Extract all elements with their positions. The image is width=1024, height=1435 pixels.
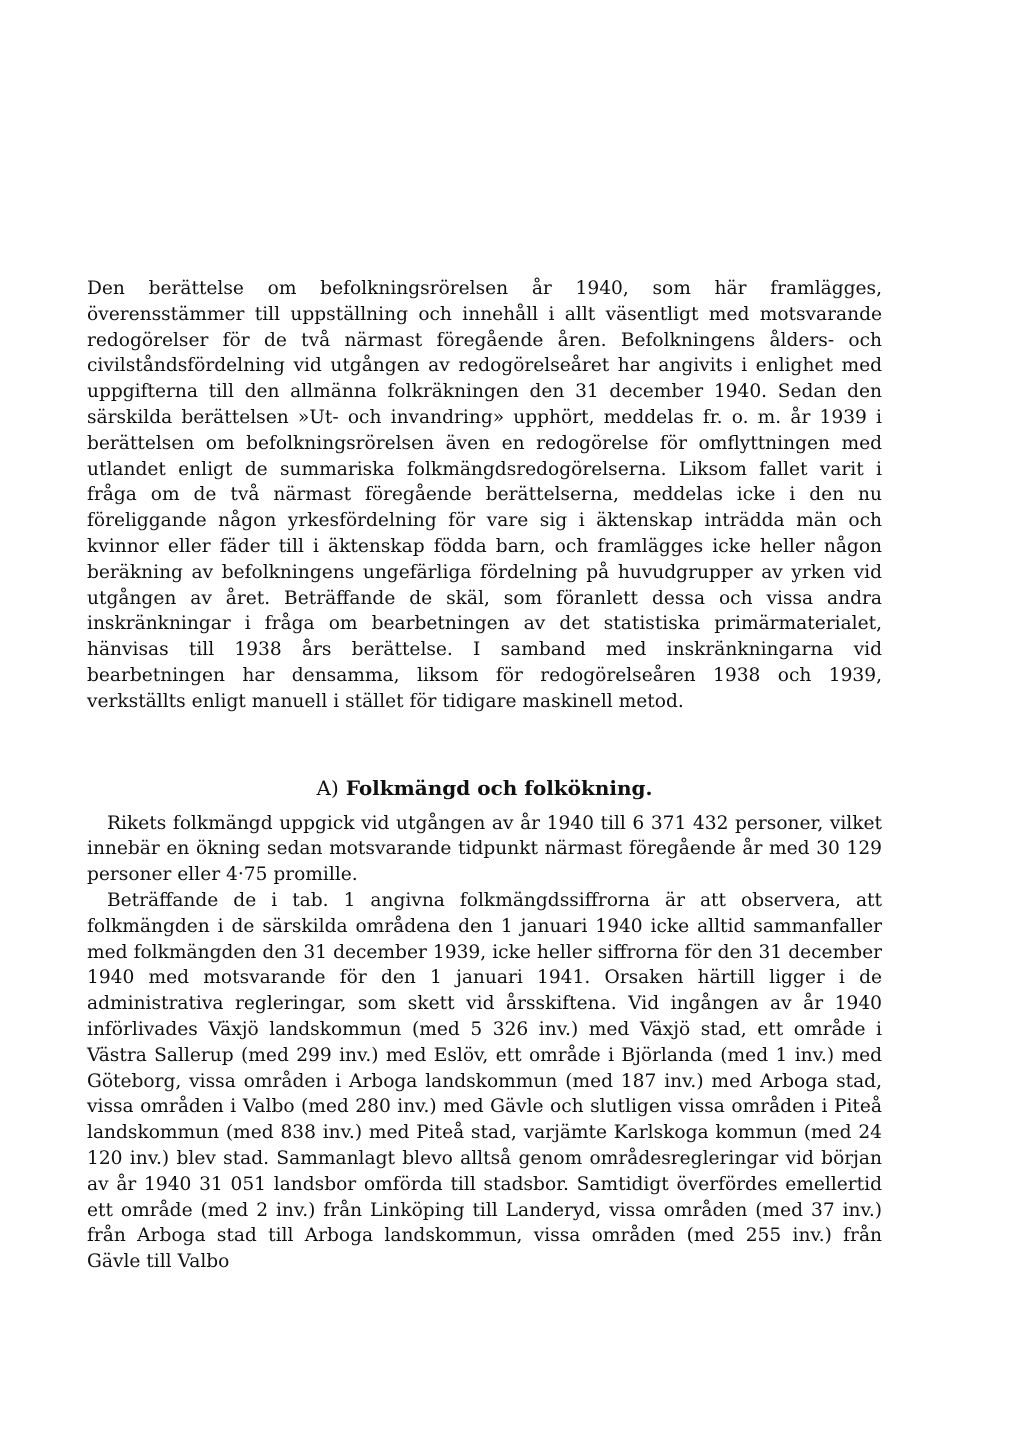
section-title: Folkmängd och folkökning. [345,775,653,800]
section-label: A) [316,775,339,800]
section-paragraph-regulations: Beträffande de i tab. 1 angivna folkmängdssiffrorna är att observera, att folkmängden i de särskilda områdena den 1 januari 1940 icke alltid sammanfaller med folkmängden den 31 december 1939, icke heller siffrorna för den 31 december 1940 med motsvarande för den 1 januari 1941. Orsaken härtill ligger i de administrativa regleringar, som skett vid årsskiftena. Vid ingången av år 1940 införlivades Växjö landskommun (med 5 326 inv.) med Växjö stad, ett område i Västra Sallerup (med 299 inv.) med Eslöv, ett område i Björlanda (med 1 inv.) med Göteborg, vissa områden i Arboga landskommun (med 187 inv.) med Arboga stad, vissa områden i Valbo (med 280 inv.) med Gävle och slutligen vissa områden i Piteå landskommun (med 838 inv.) med Piteå stad, varjämte Karlskoga kommun (med 24 120 inv.) blev stad. Sammanlagt blevo alltså genom områdesregleringar vid början av år 1940 31 051 landsbor omförda till stadsbor. Samtidigt överfördes emellertid ett område (med 2 inv.) från Linköping till Landeryd, vissa områden (med 37 inv.) från Arboga stad till Arboga landskommun, vissa områden (med 255 inv.) från Gävle till Valbo [87,889,882,1273]
section-paragraph-population: Rikets folkmängd uppgick vid utgången av år 1940 till 6 371 432 personer, vilket innebär en ökning sedan motsvarande tidpunkt närmast föregående år med 30 129 personer eller 4·75 promille. [87,812,882,886]
document-page [87,276,882,1275]
section-heading [87,775,882,801]
intro-paragraph: Den berättelse om befolkningsrörelsen år 1940, som här framlägges, överensstämmer till uppställning och innehåll i allt väsentligt med motsvarande redogörelser för de två närmast föregående åren. Befolkningens ålders- och civilståndsfördelning vid utgången av redogörelseåret har angivits i enlighet med uppgifterna till den allmänna folkräkningen den 31 december 1940. Sedan den särskilda berättelsen »Ut- och invandring» upphört, meddelas fr. o. m. år 1939 i berättelsen om befolkningsrörelsen även en redogörelse för omflyttningen med utlandet enligt de summariska folkmängdsredogörelserna. Liksom fallet varit i fråga om de två närmast föregående berättelserna, meddelas icke i den nu föreliggande någon yrkesfördelning för vare sig i äktenskap inträdda män och kvinnor eller fäder till i äktenskap födda barn, och framlägges icke heller någon beräkning av befolkningens ungefärliga fördelning på huvudgrupper av yrken vid utgången av året. Beträffande de skäl, som föranlett dessa och vissa andra inskränkningar i fråga om bearbetningen av det statistiska primärmaterialet, hänvisas till 1938 års berättelse. I samband med inskränkningarna vid bearbetningen har densamma, liksom för redogörelseåren 1938 och 1939, verkställts enligt manuell i stället för tidigare maskinell metod. [87,278,882,712]
